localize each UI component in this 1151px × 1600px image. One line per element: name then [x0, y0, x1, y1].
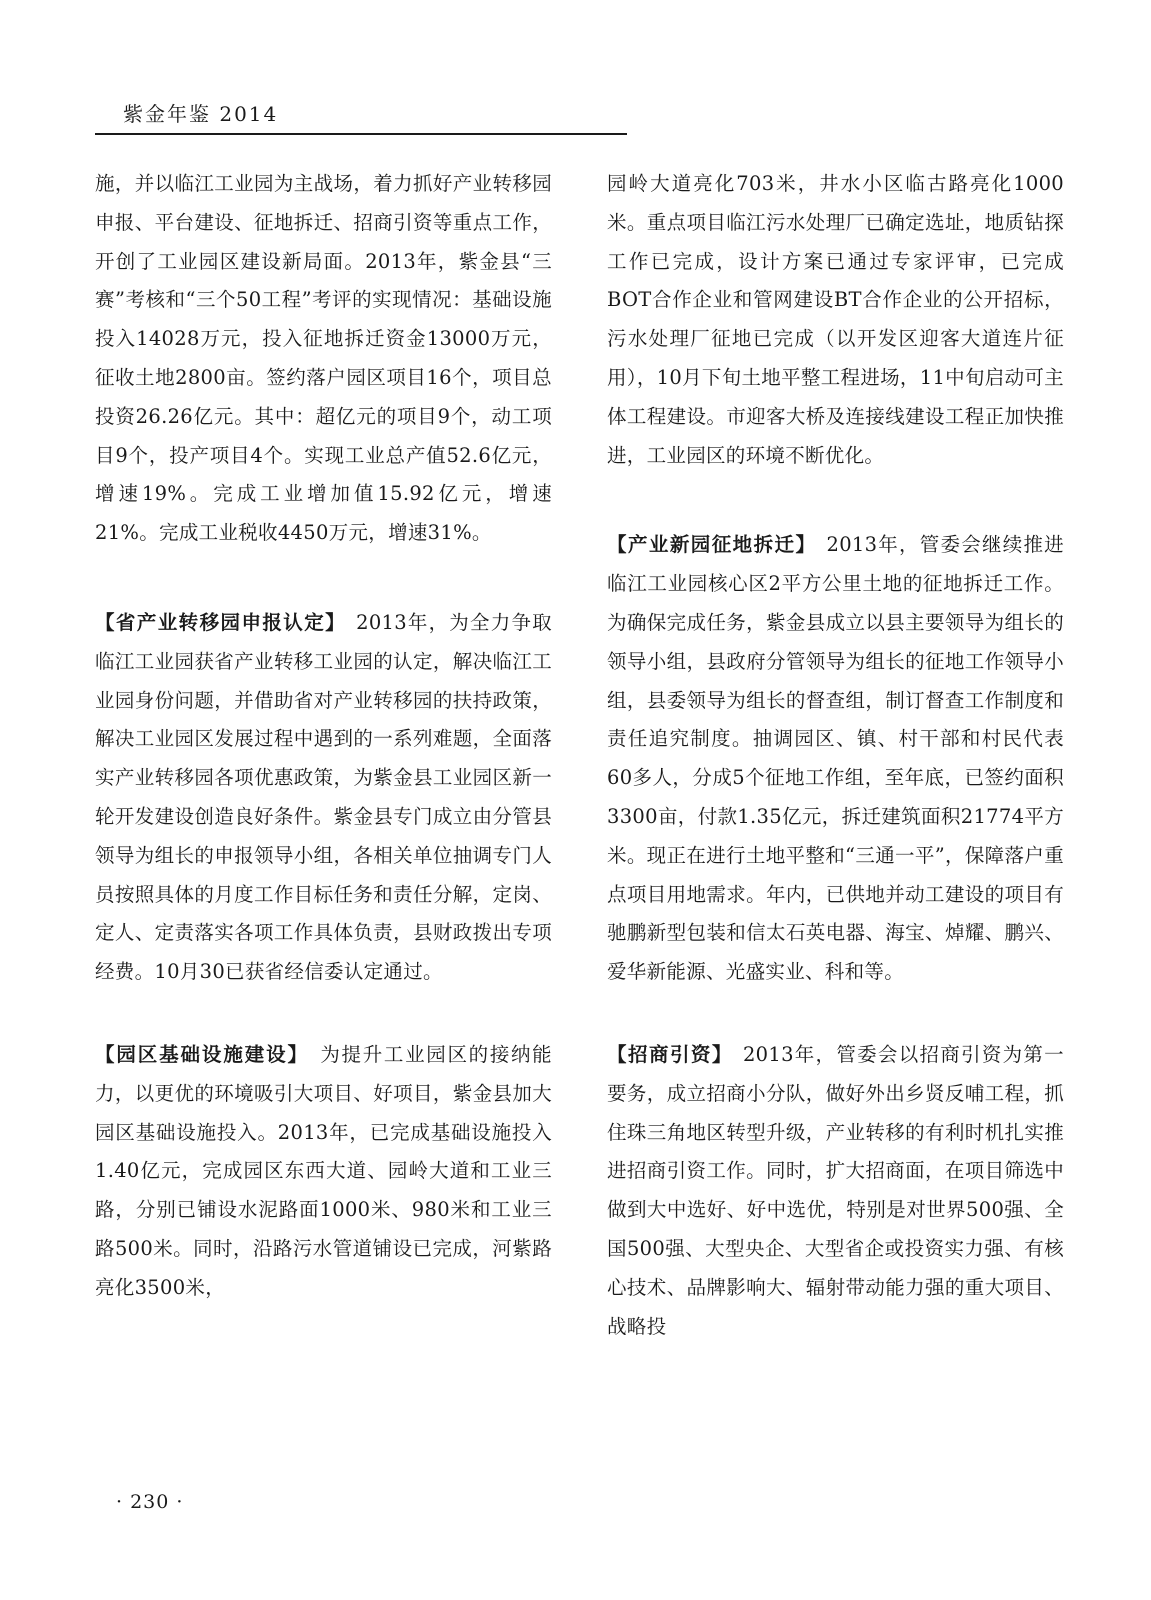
- section-infrastructure: [95, 1036, 552, 1308]
- right-column: [607, 165, 1064, 1346]
- section-title: 【省产业转移园申报认定】: [95, 610, 347, 634]
- page-number: · 230 ·: [116, 1491, 184, 1513]
- left-column: [95, 165, 552, 1308]
- section-body: 2013年，管委会以招商引资为第一要务，成立招商小分队，做好外出乡贤反哺工程，抓住珠三角地区转型升级，产业转移的有利时机扎实推进招商引资工作。同时，扩大招商面，在项目筛选中做到大中选好、好中选优，特别是对世界500强、全国500强、大型央企、大型省企或投资实力强、有核心技术、品牌影响大、辐射带动能力强的重大项目、战略投: [607, 1042, 1064, 1338]
- section-body: 2013年，为全力争取临江工业园获省产业转移工业园的认定，解决临江工业园身份问题，并借助省对产业转移园的扶持政策，解决工业园区发展过程中遇到的一系列难题，全面落实产业转移园各项优惠政策，为紫金县工业园区新一轮开发建设创造良好条件。紫金县专门成立由分管县领导为组长的申报领导小组，各相关单位抽调专门人员按照具体的月度工作目标任务和责任分解，定岗、定人、定责落实各项工作具体负责，县财政拨出专项经费。10月30已获省经信委认定通过。: [95, 610, 552, 984]
- section-investment-promotion: [607, 1036, 1064, 1346]
- running-head: 紫金年鉴 2014: [123, 102, 279, 126]
- continued-paragraph: 园岭大道亮化703米，井水小区临古路亮化1000米。重点项目临江污水处理厂已确定选址，地质钻探工作已完成，设计方案已通过专家评审，已完成BOT合作企业和管网建设BT合作企业的公开招标，污水处理厂征地已完成（以开发区迎客大道连片征用），10月下旬土地平整工程进场，11中旬启动可主体工程建设。市迎客大桥及连接线建设工程正加快推进，工业园区的环境不断优化。: [607, 172, 1064, 467]
- section-title: 【招商引资】: [607, 1042, 733, 1066]
- section-body: 2013年，管委会继续推进临江工业园核心区2平方公里土地的征地拆迁工作。为确保完成任务，紫金县成立以县主要领导为组长的领导小组，县政府分管领导为组长的征地工作领导小组，县委领导为组长的督查组，制订督查工作制度和责任追究制度。抽调园区、镇、村干部和村民代表60多人，分成5个征地工作组，至年底，已签约面积3300亩，付款1.35亿元，拆迁建筑面积21774平方米。现正在进行土地平整和“三通一平”，保障落户重点项目用地需求。年内，已供地并动工建设的项目有驰鹏新型包装和信太石英电器、海宝、焯耀、鹏兴、爱华新能源、光盛实业、科和等。: [607, 533, 1064, 984]
- header-rule: [95, 133, 627, 135]
- section-title: 【产业新园征地拆迁】: [607, 533, 817, 557]
- section-title: 【园区基础设施建设】: [95, 1042, 309, 1066]
- section-body: 为提升工业园区的接纳能力，以更优的环境吸引大项目、好项目，紫金县加大园区基础设施投入。2013年，已完成基础设施投入1.40亿元，完成园区东西大道、园岭大道和工业三路，分别已铺设水泥路面1000米、980米和工业三路500米。同时，沿路污水管道铺设已完成，河紫路亮化3500米，: [95, 1042, 552, 1299]
- section-land-acquisition: [607, 526, 1064, 992]
- intro-paragraph: 施，并以临江工业园为主战场，着力抓好产业转移园申报、平台建设、征地拆迁、招商引资等重点工作，开创了工业园区建设新局面。2013年，紫金县“三赛”考核和“三个50工程”考评的实现情况：基础设施投入14028万元，投入征地拆迁资金13000万元，征收土地2800亩。签约落户园区项目16个，项目总投资26.26亿元。其中：超亿元的项目9个，动工项目9个，投产项目4个。实现工业总产值52.6亿元，增速19%。完成工业增加值15.92亿元，增速21%。完成工业税收4450万元，增速31%。: [95, 172, 552, 545]
- section-transfer-park-application: [95, 604, 552, 992]
